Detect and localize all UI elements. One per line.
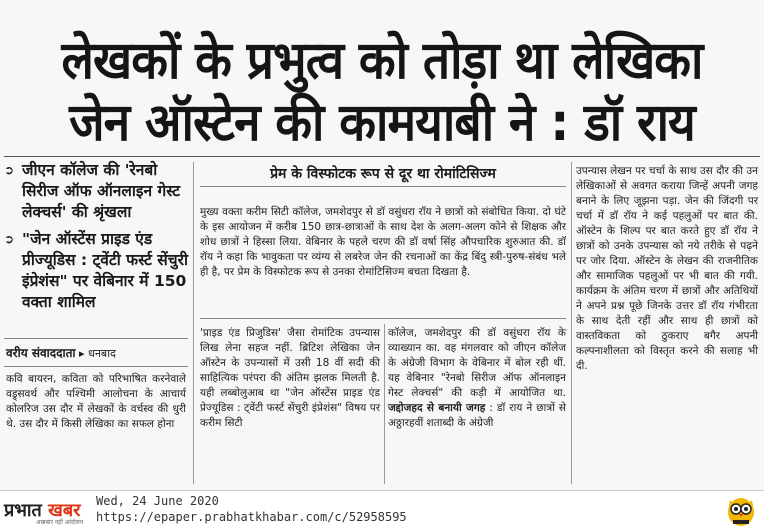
body-column-3-text: कॉलेज, जमशेदपुर की डॉ वसुंधरा रॉय के व्याख्यान का. वह मंगलवार को जीएन कॉलेज के अंग्रेजी विभाग के वेबिनार में बोल रही थीं. यह वेबिनार "रेनबो सिरीज ऑफ ऑनलाइन गेस्ट लेक्चर्स" की कड़ी में आयोजित था. (388, 327, 566, 399)
body-column-4: उपन्यास लेखन पर चर्चा के साथ उस दौर की उन लेखिकाओं से अवगत कराया जिन्हें अपनी जगह बनाने के लिए जूझना पड़ा. जेन की जिंदगी पर चर्चा में डॉ रॉय ने कई पहलुओं पर बात की. ऑस्टेन के शिल्प पर बात करते हुए डॉ रॉय ने छात्रों को उनके उपन्यास को नये तरीके से पढ़ने पर जोर दिया. ऑस्टेन के लेखन की राजनीतिक और सामाजिक पहलुओं पर भी बात की गयी. कार्यक्रम के अंतिम चरण में छात्रों और अतिथियों ने अपने प्रश्न पूछे जिनके उत्तर डॉ रॉय गंभीरता के साथ देती रहीं और साथ ही छात्रों को वास्तविकता को ठुकराए बगैर अपनी कल्पनाशीलता को विस्तृत करने की सलाह भी दी. (576, 165, 758, 372)
logo-tagline: अखबार नहीं आंदोलन (36, 519, 84, 526)
column-divider (384, 324, 385, 484)
intro-rule (200, 318, 566, 319)
highlights-box (4, 160, 188, 313)
byline-rule-bottom (4, 366, 188, 367)
subheading: प्रेम के विस्फोटक रूप से दूर था रोमांटिसिज्म (270, 166, 496, 182)
byline (6, 345, 186, 362)
logo-brand: खबर (48, 500, 81, 521)
article-url[interactable]: https://epaper.prabhatkhabar.com/c/52958595 (96, 510, 407, 524)
logo-main: प्रभात (4, 500, 42, 521)
column-divider (193, 162, 194, 484)
edition-date: Wed, 24 June 2020 (96, 494, 219, 508)
headline-rule (4, 156, 760, 157)
highlight-text: जीएन कॉलेज की 'रेनबो सिरीज ऑफ ऑनलाइन गेस्ट लेक्चर्स' की श्रृंखला (22, 161, 181, 221)
byline-rule (4, 338, 188, 339)
highlight-item (4, 160, 188, 223)
byline-place: धनबाद (88, 347, 116, 360)
arrow-bullet-icon: ➲ (4, 232, 15, 246)
highlight-text: "जेन ऑस्टेंस प्राइड एंड प्रीज्यूडिस : ट्वेंटी फर्स्ट सेंचुरी इंप्रेशंस" पर वेबिनार में 150 वक्ता शामिल (22, 230, 188, 311)
subhead-rule (200, 186, 566, 187)
body-column-3 (388, 326, 566, 431)
owl-mascot-icon (724, 493, 758, 527)
byline-separator-icon: ▸ (79, 347, 89, 360)
body-column-3-tail: : डॉ राय ने छात्रों से अठ्ठारहवीं शताब्दी के अंग्रेजी (388, 402, 566, 429)
arrow-bullet-icon: ➲ (4, 163, 15, 177)
byline-name: वरीय संवाददाता (6, 346, 76, 360)
body-column-1: कवि बायरन, कविता को परिभाषित करनेवाले वड्र्सवर्थ और पश्चिमी आलोचना के आचार्य कोलरिज उस दौर में लेखकों के वर्चस्व की धुरी थे. उस दौर में किसी लेखिका का सफल होना (6, 373, 186, 430)
cropped-previous-article-strip (0, 0, 764, 10)
intro-paragraph: मुख्य वक्ता करीम सिटी कॉलेज, जमशेदपुर से डॉ वसुंधरा रॉय ने छात्रों को संबोधित किया. दो घंटे के इस आयोजन में करीब 150 छात्र-छात्राओं के साथ देश के अलग-अलग कोने से शिक्षक और शोध छात्रों ने हिस्सा लिया. वेबिनार के पहले चरण की डॉ वर्षा सिंह औपचारिक शुरुआत की. डॉ रॉय ने कहा कि भावुकता पर व्यंग्य से लबरेज जेन की रचनाओं का केंद्र बिंदु स्त्री-पुरुष-संबंध भले ही है, पर प्रेम के विस्फोटक रूप से उनका रोमांटिसिज्म बचता दिखता है. (200, 206, 566, 278)
headline-line-1: लेखकों के प्रभुत्व को तोड़ा था लेखिका (61, 31, 703, 91)
inline-subhead: जद्दोजहद से बनायी जगह (388, 402, 486, 414)
column-divider (571, 162, 572, 484)
body-column-2: 'प्राइड एंड प्रिजुडिस' जैसा रोमांटिक उपन्यास लिख लेना सहज नहीं. ब्रिटिश लेखिका जेन ऑस्टेन के उपन्यासों में उसी 18 वीं सदी की साहित्यिक परंपरा की अंतिम झलक मिलती है. यही लब्बोलुआब था "जेन ऑस्टेंस प्राइड एंड प्रेज्यूडिस : ट्वेंटी फर्स्ट सेंचुरी इंप्रेशंस" विषय पर करीम सिटी (200, 327, 380, 429)
highlight-item (4, 229, 188, 313)
headline-line-2: जेन ऑस्टेन की कामयाबी ने : डॉ राय (69, 93, 695, 153)
